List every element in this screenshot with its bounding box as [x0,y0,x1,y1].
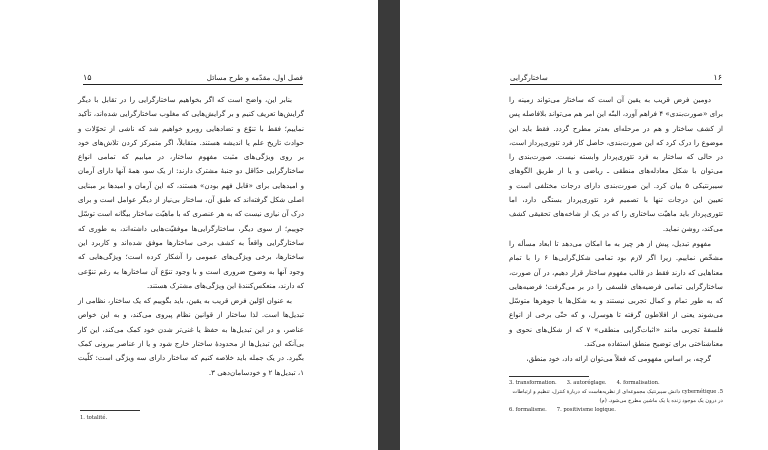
footnote-4: 4. formalisation. [616,380,660,386]
left-footnote-1: 1. totalité. [80,415,108,421]
right-paragraph-3: گرچه، بر اساس مفهومی که فعلاً می‌توان ارائه داد، خود منطق، [526,354,711,364]
right-footnotes [509,379,723,415]
right-page [400,0,768,450]
footnote-6: 6. formalisme. [509,407,547,413]
right-page-header [510,73,722,85]
footnote-3b: 3. autoréglage. [566,380,607,386]
right-paragraph-2: مفهوم تبدیل، پیش از هر چیز به ما امکان می‌دهد تا ابعاد مسأله را مشخّص نماییم. زیرا اگر لازم بود تمامی شکل‌گرایی‌ها ۶ را با تمام معناهایی که دارند فقط در قالب مفهوم ساختار قرار دهیم، در آن صورت، ساختارگرایی تمامی فرضیه‌های فلسفی را در بر می‌گرفت؛ فرضیه‌هایی که به طور تمام و کمال تجربی نیستند و به شکل‌ها یا جوهرها متوسّل می‌شوند یعنی از افلاطون گرفته تا هوسرل، و که حتّی برخی از انواع فلسفهٔ تجربی مانند «اثبات‌گرایی منطقی» ۷ که از شکل‌های نحوی و معناشناختی برای توضیح منطق استفاده می‌کند. [509,238,723,349]
left-paragraph-1: بنابر این، واضح است که اگر بخواهیم ساختارگرایی را در تقابل با دیگر گرایش‌ها تعریف کنیم و بر گرایش‌هایی که مغلوب ساختارگرایی شده‌اند، تأکید نماییم؛ فقط با تنوّع و تضادهایی روبرو خواهیم شد که ناشی از تحوّلات و حوادث تاریخ علم یا اندیشه هستند. متقابلاً، اگر متمرکز کردن تلاش‌های خود بر روی ویژگی‌های مثبت مفهوم ساختار، در میابیم که تمامی انواع ساختارگرایی حدّاقل دو جنبهٔ مشترک دارند: از یک سو، همهٔ آنها دارای آرمان و امیدهایی برای «قابل فهم بودن» هستند، که این آرمان و امیدها بر مبنایی اصلی شکل گرفته‌اند که طبق آن، ساختار بی‌نیاز از دیگر عوامل است و برای درک آن نیازی نیست که به هر عنصری که با ماهیّت ساختار بیگانه است توسّل جوییم؛ از سوی دیگر، ساختارگرایی‌ها موفقیّت‌هایی داشته‌اند، به طوری که ساختارگرایی واقعاً به کشف برخی ساختارها موفق شده‌اند و کاربرد این ساختارها، برخی ویژگی‌های عمومی را آشکار کرده است؛ ویژگی‌هایی که وجود آنها به وضوح ضروری است و با وجود تنوّع آن ساختارها به رغم تنوّعی که دارند، منعکس‌کنندهٔ این ویژگی‌های مشترک هستند. [78,95,304,290]
right-page-number: ۱۶ [713,73,722,82]
footnote-row [509,406,723,415]
left-header-title: فصل اول، مقدّمه و طرح مسائل [206,73,303,82]
right-header-title: ساختارگرایی [510,73,548,82]
book-gutter [378,0,400,450]
left-page [0,0,378,450]
footnote-3: 3. transformation. [509,380,557,386]
left-page-header [83,73,303,85]
right-page-body [509,93,723,368]
left-page-body [78,93,304,381]
right-paragraph-1: دومین فرض قریب به یقین آن است که ساختار می‌تواند زمینه را برای «صورت‌بندی» ۴ فراهم آورد، البتّه این امر هم می‌تواند بلافاصله پس از کشف ساختار و هم در مرحله‌ای بعدتر مطرح گردد. فقط باید این موضوع را درک کرد که این صورت‌بندی، حاصل کار فرد تئوری‌پرداز است، در حالی که ساختار به فرد تئوری‌پرداز وابسته نیست. صورت‌بندی را می‌توان با شکل معادله‌های منطقی ـ ریاضی و یا از طریق الگوهای سیبرنتیکی ۵ بیان کرد. این صورت‌بندی دارای درجات مختلفی است و تعیین این درجات تنها با تصمیم فرد تئوری‌پرداز بستگی دارد، اما تئوری‌پرداز باید ماهیّت ساختاری را که در یک از شاخه‌های تحقیقی کشف می‌کند، روشن نماید. [509,95,724,233]
footnote-7: 7. positivisme logique. [556,407,616,413]
left-paragraph-2: به عنوان اوّلین فرض قریب به یقین، باید بگوییم که یک ساختار، نظامی از تبدیل‌ها است. لذا ساختار از قوانین نظام پیروی می‌کند، و به این خواص عناصر، و در این تبدیل‌ها به حفظ یا غنی‌تر شدن خود کمک می‌کند، این کار بی‌آنکه این تبدیل‌ها از محدودهٔ ساختار خارج شود و یا از عناصر بیرونی کمک بگیرد. در یک جمله باید خلاصه کنیم که ساختار دارای سه ویژگی است: کلّیت ۱، تبدیل‌ها ۲ و خودسامان‌دهی ۳. [78,296,304,377]
footnote-5: 5. cybernétique دانش سیبرنتیک مجموعه‌ای از نظریه‌هاست که دربارهٔ کنترل، تنظیم و ارتباطات در درون یک موجود زنده یا یک ماشین مطرح می‌شود. (م) [512,389,723,404]
footnote-row [509,379,723,388]
right-footnote-rule [509,376,589,377]
left-page-number: ۱۵ [83,73,92,82]
left-footnote-rule [80,410,140,411]
left-footnotes [80,414,300,423]
